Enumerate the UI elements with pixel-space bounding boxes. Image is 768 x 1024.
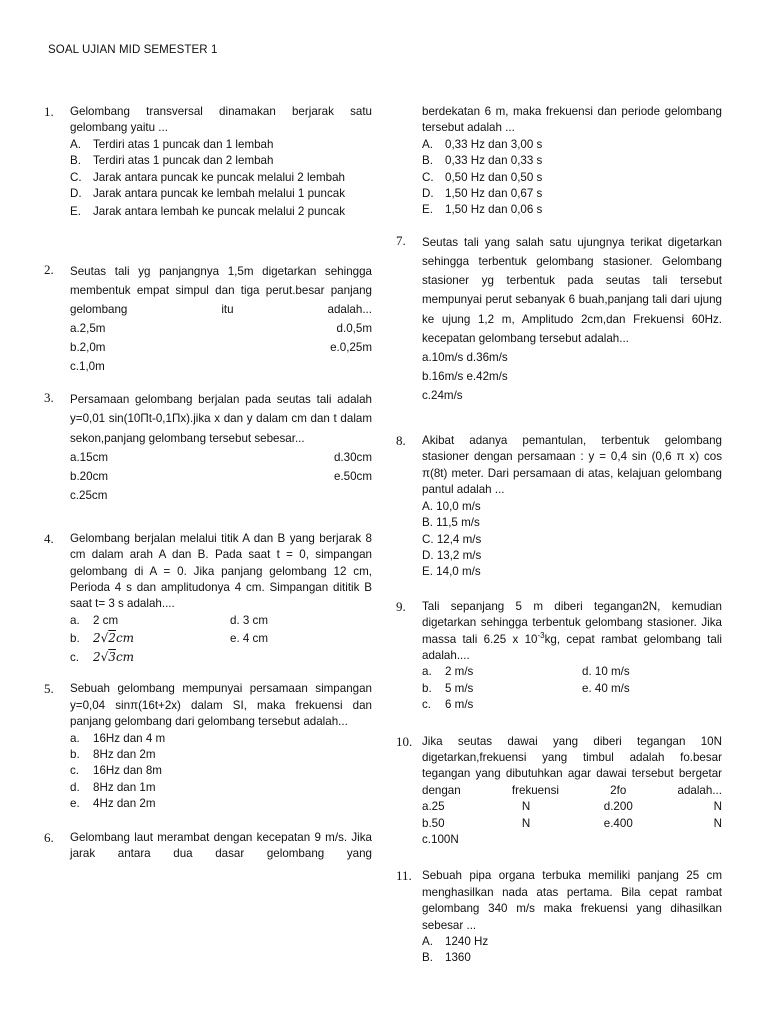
question-stem-continued: berdekatan 6 m, maka frekuensi dan periode gelombang tersebut adalah ... <box>422 105 722 135</box>
options-list <box>70 137 372 222</box>
options-line: a.10m/s d.36m/s <box>422 351 508 365</box>
option-c: c.100N <box>422 833 459 846</box>
question-10 <box>396 734 722 849</box>
question-7 <box>396 233 722 405</box>
option-d: D. 1,50 Hz dan 0,67 s <box>422 187 543 201</box>
option-e: E. 14,0 m/s <box>422 565 481 579</box>
question-stem: Gelombang berjalan melalui titik A dan B yang berjarak 8 cm dalam arah A dan B. Pada saat t = 0, simpangan gelombang di A = 0. Jika panjang gelombang 12 cm, Perioda 4 s dan amplitudonya 4 cm. Simpangan dititik B saat t= 3 s adalah.... <box>70 531 372 611</box>
option-c: C. Jarak antara puncak ke puncak melalui 2 lembah <box>70 170 345 184</box>
options-list <box>70 731 372 813</box>
option-e: e. 4 cm <box>230 632 269 646</box>
question-stem: Sebuah pipa organa terbuka memiliki panjang 25 cm menghasilkan nada atas pertama. Bila cepat rambat gelombang 340 m/s maka frekuensi yang dihasilkan sebesar ... <box>422 869 722 932</box>
options-row <box>70 338 372 357</box>
unit-label: N <box>521 816 531 830</box>
option-e: E. 1,50 Hz dan 0,06 s <box>422 203 543 217</box>
question-stem: Sebuah gelombang mempunyai persamaan simpangan y=0,04 sinπ(16t+2x) dalam SI, maka frekuensi dan panjang gelombang dari gelombang tersebut adalah... <box>70 682 372 729</box>
option-d: d. 10 m/s <box>582 665 630 679</box>
option-b: b.20cm <box>70 469 109 483</box>
option-c: c.25cm <box>70 488 108 502</box>
option-b: b. 2√2cm <box>70 631 135 646</box>
option-e: E. Jarak antara lembah ke puncak melalui 2 puncak <box>70 205 345 219</box>
option-e: e.400 <box>603 816 633 830</box>
question-stem: Gelombang laut merambat dengan kecepatan 9 m/s. Jika jarak antara dua dasar gelombang yang <box>70 830 372 860</box>
options-row <box>422 816 722 832</box>
option-a: a.25 <box>422 800 445 814</box>
option-c: c. 16Hz dan 8m <box>70 764 162 778</box>
options-line: c.24m/s <box>422 389 463 403</box>
options-row <box>422 681 722 697</box>
question-number: 3. <box>44 390 54 406</box>
unit-label: N <box>713 800 722 814</box>
option-a: A. 1240 Hz <box>422 935 489 949</box>
option-d: d.30cm <box>333 450 372 464</box>
question-stem: Tali sepanjang 5 m diberi tegangan2N, kemudian digetarkan sehingga terbentuk gelombang stasioner. Jika massa tali 6.25 x $10^{-3}kg$, cepat rambat gelombang tali adalah.... <box>422 599 722 662</box>
option-d: D. Jarak antara puncak ke lembah melalui 1 puncak <box>70 187 345 201</box>
question-number: 10. <box>396 733 413 749</box>
question-stem: Jika seutas dawai yang diberi tegangan 10N digetarkan,frekuensi yang timbul adalah fo.besar tegangan yang dibutuhkan agar dawai tersebut bergetar dengan frekuensi 2fo adalah... <box>422 734 722 797</box>
option-a: A. 0,33 Hz dan 3,00 s <box>422 137 543 151</box>
page-title: SOAL UJIAN MID SEMESTER 1 <box>48 44 218 56</box>
question-stem: Seutas tali yg panjangnya 1,5m digetarkan sehingga membentuk empat simpul dan tiga perut.besar panjang gelombang itu adalah... <box>70 264 372 317</box>
question-number: 4. <box>44 530 54 546</box>
question-5 <box>44 681 372 812</box>
option-e: e. 40 m/s <box>582 681 630 695</box>
option-b: B. 0,33 Hz dan 0,33 s <box>422 154 543 168</box>
question-stem: Seutas tali yang salah satu ujungnya terikat digetarkan sehingga terbentuk gelombang stasioner. Gelombang stasioner yg terbentuk pada seutas tali tersebut mempunyai perut sebanyak 6 buah,panjang tali dari ujung ke ujung 1,2 m, Amplitudo 2cm,dan Frekuensi 60Hz. kecepatan gelombang tersebut adalah... <box>422 235 722 345</box>
option-b: b.50 <box>422 816 445 830</box>
right-column <box>396 104 722 967</box>
option-a: a. 16Hz dan 4 m <box>70 731 166 745</box>
unit-label: N <box>521 800 531 814</box>
question-stem: Persamaan gelombang berjalan pada seutas tali adalah y=0,01 sin(10Πt-0,1Πx).jika x dan y dalam cm dan t dalam sekon,panjang gelombang tersebut sebesar... <box>70 393 372 445</box>
question-6 <box>44 830 372 863</box>
option-b: B. Terdiri atas 1 puncak dan 2 lembah <box>70 154 274 168</box>
option-a: a. 2 cm <box>70 613 119 627</box>
option-e: e.0,25m <box>330 341 372 355</box>
question-2 <box>44 262 372 377</box>
question-number: 7. <box>396 232 406 248</box>
option-a: a. 2 m/s <box>422 665 474 679</box>
unit-label: N <box>713 816 722 830</box>
options-row <box>422 664 722 680</box>
question-number: 5. <box>44 681 54 697</box>
option-a: A. 10,0 m/s <box>422 499 481 513</box>
option-b: b.2,0m <box>70 341 106 355</box>
question-stem: Gelombang transversal dinamakan berjarak satu gelombang yaitu ... <box>70 105 372 135</box>
question-1 <box>44 104 372 222</box>
options-row <box>70 319 372 338</box>
question-3 <box>44 390 372 505</box>
option-c: c. 2√3cm <box>70 650 135 665</box>
option-a: a.15cm <box>70 450 109 464</box>
option-a: A. Terdiri atas 1 puncak dan 1 lembah <box>70 137 274 151</box>
option-d: d.200 <box>603 800 633 814</box>
question-number: 6. <box>44 829 54 845</box>
option-b: b. 5 m/s <box>422 681 474 695</box>
option-d: d. 8Hz dan 1m <box>70 780 156 794</box>
options-row <box>70 467 372 486</box>
option-b: b. 8Hz dan 2m <box>70 747 156 761</box>
options-row <box>70 648 372 667</box>
option-c: C. 12,4 m/s <box>422 532 482 546</box>
option-a: a.2,5m <box>70 322 106 336</box>
question-6-continued <box>396 104 722 219</box>
option-b: B. 11,5 m/s <box>422 516 480 530</box>
options-row <box>70 613 372 629</box>
question-number: 9. <box>396 598 406 614</box>
options-row <box>70 448 372 467</box>
option-e: e. 4Hz dan 2m <box>70 797 156 811</box>
question-9 <box>396 599 722 714</box>
question-11 <box>396 868 722 966</box>
options-line: b.16m/s e.42m/s <box>422 370 508 384</box>
options-list <box>422 137 722 219</box>
option-d: d.0,5m <box>336 322 372 336</box>
option-c: c.1,0m <box>70 360 105 374</box>
question-stem: Akibat adanya pemantulan, terbentuk gelombang stasioner dengan persamaan : y = 0,4 sin (0,6 π x) cos π(8t) meter. Dari persamaan di atas, kelajuan gelombang pantul adalah ... <box>422 434 722 497</box>
option-d: D. 13,2 m/s <box>422 548 482 562</box>
option-c: c. 6 m/s <box>422 698 474 712</box>
left-column <box>44 104 372 862</box>
option-c: C. 0,50 Hz dan 0,50 s <box>422 170 543 184</box>
question-8 <box>396 433 722 581</box>
question-4 <box>44 531 372 667</box>
options-list <box>422 934 722 967</box>
question-number: 8. <box>396 433 406 449</box>
question-number: 1. <box>44 104 54 119</box>
question-number: 11. <box>396 868 412 884</box>
options-row <box>70 629 372 648</box>
option-e: e.50cm <box>333 469 372 483</box>
option-b: B. 1360 <box>422 951 471 965</box>
option-d: d. 3 cm <box>230 613 269 627</box>
options-row <box>422 697 722 713</box>
options-row <box>422 799 722 815</box>
question-number: 2. <box>44 261 54 277</box>
